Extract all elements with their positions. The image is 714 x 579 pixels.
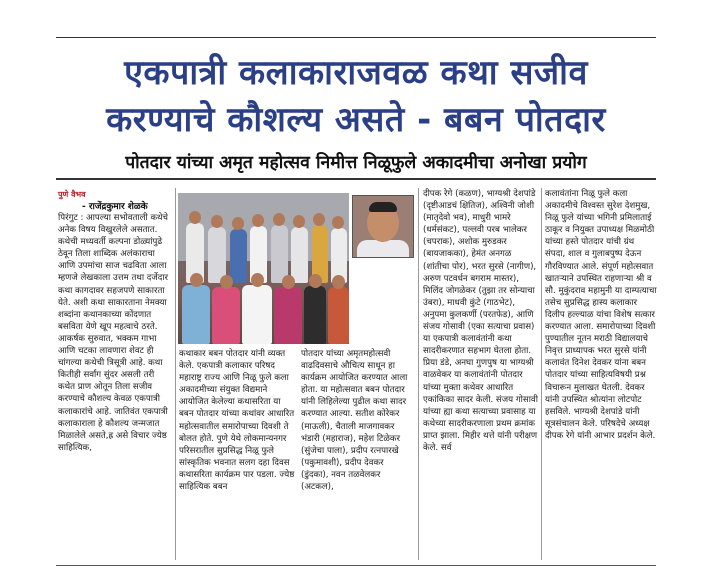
article-column-1: पिरंगुट : आपल्या सभोवताली कथेचे अनेक विषय विखुरलेले असतात. कथेची मध्यवर्ती कल्पना डोळ्यांपुढे ठेवून तिला शाब्दिक अलंकाराचा आणि उपमांचा साज चढविता आला म्हणजे लेखकाला उत्तम तथा दर्जेदार कथा कागदावर सहजपणे साकारता येते. अशी कथा साकारताना नेमक्या शब्दांना कथानकाच्या कोंदणात बसविता येणे खूप महत्वाचे ठरते. आकर्षक सुरुवात, भक्कम गाभा आणि चटका लावणारा शेवट ही चांगल्या कथेची त्रिसूत्री आहे. कथा कितीही सर्वांग सुंदर असली तरी कथेत प्राण ओतून तिला सजीव करण्याचे कौशल्य केवळ एकपात्री कलाकारांचे आहे. जातिवंत एकपात्री कलाकाराला हे कौशल्य जन्मजात मिळालेले असते,ह्र असे विचार ज्येष्ठ साहित्यिक, (58, 213, 169, 453)
column-divider (175, 188, 176, 560)
byline: - राजेंद्रकुमार शेळके (82, 202, 148, 212)
subhead-rule (56, 178, 656, 180)
column-divider (418, 188, 419, 560)
column-divider (541, 188, 542, 560)
headline-line-2: करण्याचे कौशल्य असते - बबन पोतदार (106, 100, 606, 140)
headline-line-1: एकपात्री कलाकाराजवळ कथा सजीव (124, 53, 588, 93)
article-column-3: पोतदार यांच्या अमृतमहोत्सवी वाढदिवसाचे औचित्य साधून हा कार्यक्रम आयोजित करण्यात आला होता. या महोत्सवात बबन पोतदार यांनी लिहिलेल्या पुढील कथा सादर करण्यात आल्या. सतीश कोरेकर (माऊली), चैताली माजगावकर भंडारी (महाराज), महेश टिळेकर (सुंजेचा पाला), प्रदीप रत्नपारखे (पकुमावशी), प्रदीप देवकर (डुंदका), नवन तळवेलकर (अटकल), (301, 349, 408, 493)
portrait-photo (352, 195, 414, 258)
subheadline: पोतदार यांच्या अमृत महोत्सव निमीत्त निळूफुले अकादमीचा अनोखा प्रयोग (125, 153, 587, 173)
event-group-photo (178, 193, 349, 344)
article-column-2: कथाकार बबन पोतदार यांनी व्यक्त केले. एकपात्री कलाकार परिषद महाराष्ट्र राज्य आणि निळू फुले कला अकादमीच्या संयुक्त विद्यमाने आयोजित केलेल्या कथासरिता या बबन पोतदार यांच्या कथांवर आधारित महोत्सवातील समारोपाच्या दिवशी ते बोलत होते. पुणे येथे लोकमान्यनगर परिसरातील सुप्रसिद्ध निळू फुले सांस्कृतिक भवनात सलग दहा दिवस कथासरिता कार्यक्रम पार पडला. ज्येष्ठ साहित्यिक बबन (179, 349, 295, 493)
article-column-4: दीपक रेगे (कळण), भाग्यश्री देशपांडे (दृष्टीआडचं क्षितिज), अश्विनी जोशी (मातृदेवो भव), माधुरी भामरे (धर्मसंकट), पल्लवी परब भालेकर (चपराक), अशोक मुरुडकर (बायजाकका), हेमंत अनगळ (शांतीचा पोर), भरत सुरसे (नागीण), अरुण पटवर्धन बगराम मास्तर), मिलिंद जोगळेकर (तुझा तर सोन्याचा उंबरा), माधवी कुंटे (गाठभेट), अनुपमा कुलकर्णी (परतफेड), आणि संजय गोसावी (एका सत्याचा प्रवास) या एकपात्री कलावंतांनी कथा सादरीकरणात सहभाग घेतला होता. प्रिया डंडे, अनघा गुणपुष या भाग्यश्री वाळवेकर या कलावंतांनी पोतदार यांच्या मुक्ता कथेवर आधारित एकांकिका सादर केली. संजय गोसावी यांच्या ह्या कथा सत्याच्या प्रवासाह या कथेच्या सादरीकरणाला प्रथम क्रमांक प्राप्त झाला. मिहीर थत्ते यांनी परीक्षण केले. सर्व (423, 189, 538, 453)
article-column-5: कलावंतांना निळू फुले कला अकादमीचे विश्वस्त सुरेश देशमुख, निळू फुले यांच्या भगिनी प्रमिलाताई ठाकूर व नियुक्त उपाध्यक्ष मिळमोठी यांच्या हस्ते पोतदार यांची ग्रंथ संपदा, शाल व गुलाबपुष्प देऊन गौरविण्यात आले. संपूर्ण महोत्सवात खातऱ्याने उपस्थित राहणाऱ्या श्री व सौ. मुकुंदराव महामुनी या दाम्पत्याचा तसेच सुप्रसिद्ध हास्य कलाकार दिलीप हल्ल्याळ यांचा विशेष सत्कार करण्यात आला. समारोपाच्या दिवशी पुण्यातील नूतन मराठी विद्यालयाचे निवृत्त प्राध्यापक भरत सुरसे यांनी कलावंत दिनेश देवकर यांना बबन पोतदार यांच्या साहित्यविषयी प्रश्न विचारून मुलाखत घेतली. देवकर यांनी उपस्थित श्रोत्यांना लोटपोट हसविले. भाग्यश्री देशपांडे यांनी सूत्रसंचालन केले. परिषदेचे अध्यक्ष दीपक रेगे यांनी आभार प्रदर्शन केले. (545, 189, 657, 441)
dateline: पुणे वैभव (58, 190, 86, 199)
bottom-rule (56, 565, 656, 566)
top-rule (56, 37, 656, 38)
